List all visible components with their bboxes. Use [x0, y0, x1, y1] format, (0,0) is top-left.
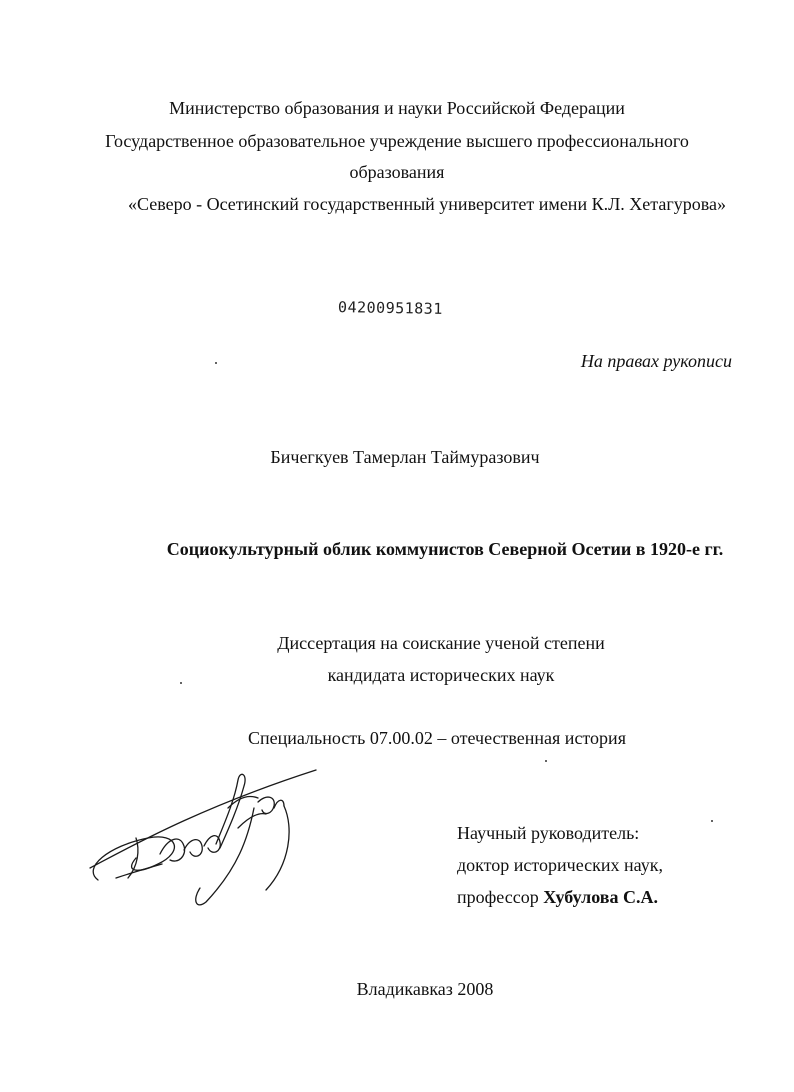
dissertation-title: Социокультурный облик коммунистов Северной Осетии в 1920-е гг. [166, 539, 724, 559]
manuscript-rights: На правах рукописи [580, 351, 732, 371]
author-name: Бичегкуев Тамерлан Таймуразович [270, 447, 540, 467]
institution-line-2: образования [349, 162, 445, 182]
signature-image [88, 768, 328, 908]
supervisor-label: Научный руководитель: [457, 823, 640, 843]
degree-line-2: кандидата исторических наук [327, 665, 555, 685]
speck-4 [711, 820, 713, 822]
supervisor-rank: профессор [457, 887, 539, 907]
specialty-line: Специальность 07.00.02 – отечественная история [248, 728, 626, 748]
supervisor-name-line [457, 886, 658, 908]
city-year: Владикавказ 2008 [356, 979, 494, 999]
degree-line-1: Диссертация на соискание ученой степени [277, 633, 605, 653]
speck-3 [545, 760, 547, 762]
supervisor-degree: доктор исторических наук, [457, 855, 663, 875]
speck-2 [180, 682, 182, 684]
university-line: «Северо - Осетинский государственный университет имени К.Л. Хетагурова» [128, 194, 726, 214]
registration-stamp-number: 04200951831 [337, 298, 443, 318]
ministry-line: Министерство образования и науки Российской Федерации [169, 98, 625, 118]
speck-1 [215, 362, 217, 364]
institution-line-1: Государственное образовательное учреждение высшего профессионального [105, 131, 689, 151]
supervisor-name: Хубулова С.А. [543, 887, 659, 907]
